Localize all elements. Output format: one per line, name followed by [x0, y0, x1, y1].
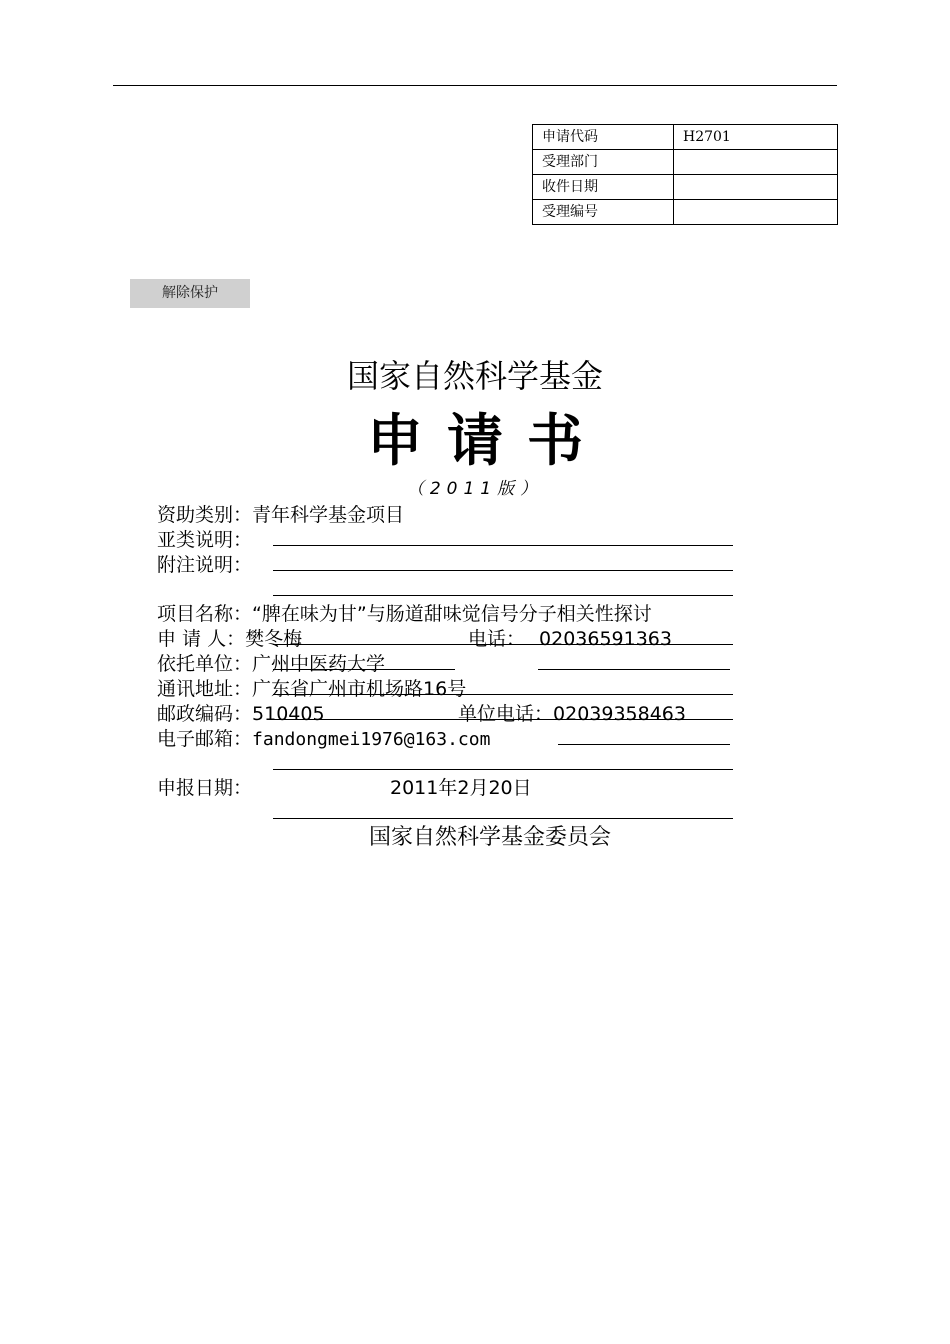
- subcategory-row: [157, 528, 252, 552]
- date-row: [157, 776, 252, 800]
- unit-phone-group: [458, 702, 686, 726]
- applicant-underline: [273, 644, 733, 645]
- category-row: [157, 503, 404, 527]
- office-value: [674, 175, 838, 200]
- email-underline-2: [273, 769, 733, 770]
- applicant-value: 樊冬梅: [245, 628, 303, 650]
- date-value: 2011年2月20日: [390, 777, 532, 799]
- office-label: 申请代码: [533, 125, 674, 150]
- office-value: [674, 150, 838, 175]
- office-value: [674, 200, 838, 225]
- note-underline: [273, 570, 733, 571]
- applicant-label: 申 请 人：: [157, 628, 246, 650]
- office-label: 收件日期: [533, 175, 674, 200]
- table-row: [533, 125, 838, 150]
- postcode-row: [157, 702, 325, 726]
- unit-phone-value: 02039358463: [553, 703, 686, 725]
- application-title: 申请书: [367, 408, 607, 474]
- note-row: [157, 553, 252, 577]
- project-value: “脾在味为甘”与肠道甜味觉信号分子相关性探讨: [252, 603, 652, 625]
- category-value: 青年科学基金项目: [252, 504, 405, 526]
- address-label: 通讯地址：: [157, 678, 253, 700]
- email-value: fandongmei1976@163.com: [252, 729, 491, 750]
- applicant-row: [157, 627, 302, 651]
- table-row: [533, 150, 838, 175]
- category-label: 资助类别：: [157, 504, 253, 526]
- address-row: [157, 677, 466, 701]
- table-row: [533, 200, 838, 225]
- email-underline: [558, 744, 730, 745]
- phone-value: 02036591363: [539, 628, 672, 650]
- phone-label: 电话：: [468, 628, 526, 650]
- institution-label: 依托单位：: [157, 653, 253, 675]
- phone-group: [468, 627, 672, 651]
- application-code-value: H2701: [674, 125, 838, 150]
- unprotect-button[interactable]: 解除保护: [130, 279, 250, 308]
- date-underline: [273, 818, 733, 819]
- postcode-label: 邮政编码：: [157, 703, 253, 725]
- institution-value: 广州中医药大学: [252, 653, 386, 675]
- email-label: 电子邮箱：: [157, 728, 253, 750]
- project-row: [157, 602, 652, 626]
- postcode-underline: [273, 719, 733, 720]
- fund-title: 国家自然科学基金: [346, 357, 603, 395]
- institution-row: [157, 652, 385, 676]
- postcode-value: 510405: [252, 703, 325, 725]
- office-label: 受理部门: [533, 150, 674, 175]
- table-row: [533, 175, 838, 200]
- subcategory-underline: [273, 545, 733, 546]
- version-label: （2011版）: [406, 479, 544, 499]
- committee-name: 国家自然科学基金委员会: [368, 825, 611, 850]
- institution-underline: [273, 669, 455, 670]
- office-label: 受理编号: [533, 200, 674, 225]
- institution-underline-2: [538, 669, 730, 670]
- email-row: [157, 727, 490, 752]
- subcategory-label: 亚类说明：: [157, 529, 253, 551]
- note-label: 附注说明：: [157, 554, 253, 576]
- header-rule: [113, 85, 837, 86]
- date-label: 申报日期：: [157, 777, 253, 799]
- office-use-table: [532, 124, 838, 225]
- address-underline: [273, 694, 733, 695]
- project-label: 项目名称：: [157, 603, 253, 625]
- address-value: 广东省广州市机场路16号: [252, 678, 467, 700]
- unit-phone-label: 单位电话：: [458, 703, 554, 725]
- note-underline-2: [273, 595, 733, 596]
